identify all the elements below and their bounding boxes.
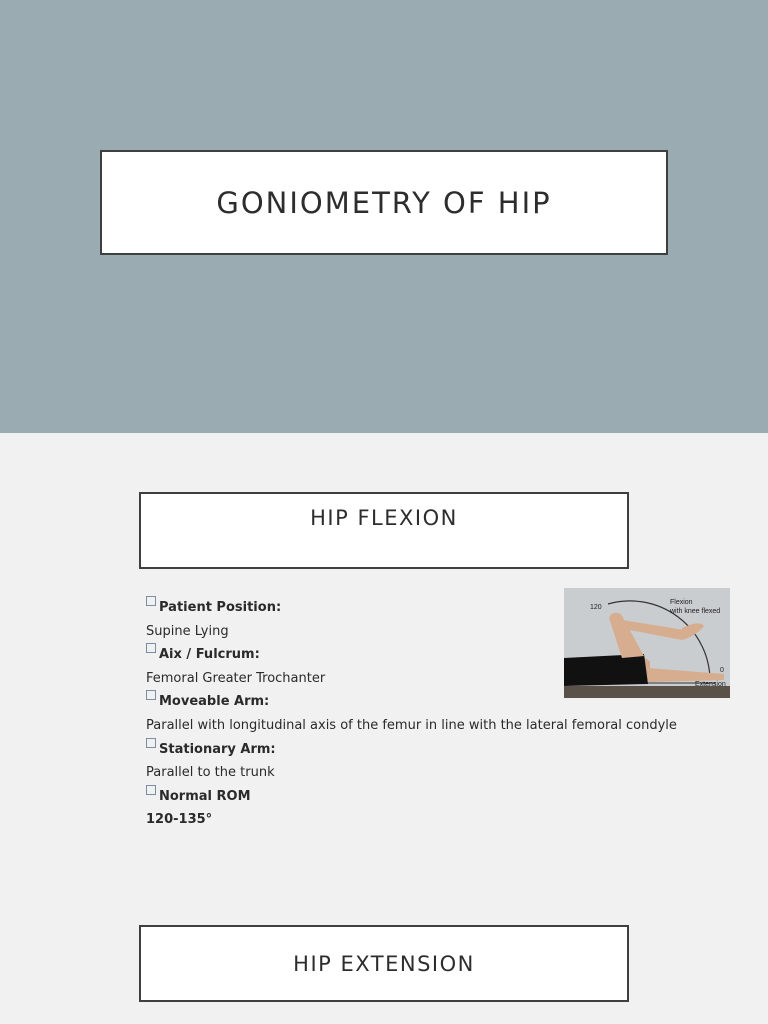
checkbox-bullet-icon	[146, 738, 156, 748]
slide-title: GONIOMETRY OF HIP	[216, 185, 552, 220]
shorts-shape	[564, 654, 648, 686]
list-item-label: Patient Position:	[146, 596, 746, 620]
title-slide	[0, 0, 768, 433]
list-item-value: Parallel to the trunk	[146, 765, 275, 781]
content-slide	[0, 433, 768, 1024]
section-header-hip-flexion	[139, 492, 629, 569]
list-item-label: Stationary Arm:	[146, 738, 746, 762]
checkbox-bullet-icon	[146, 690, 156, 700]
list-item-value: 120-135°	[146, 812, 213, 828]
label-extension: Extension	[695, 681, 726, 688]
hip-flexion-figure	[564, 588, 730, 698]
list-item-label: Normal ROM	[146, 785, 746, 809]
checkbox-bullet-icon	[146, 785, 156, 795]
section-header-hip-extension	[139, 925, 629, 1002]
label-knee-flexed: with knee flexed	[670, 608, 721, 615]
list-item-value: Supine Lying	[146, 623, 229, 639]
label-0: 0	[720, 667, 724, 674]
checkbox-bullet-icon	[146, 643, 156, 653]
list-item-value: Femoral Greater Trochanter	[146, 670, 326, 686]
title-box	[100, 150, 668, 255]
checkbox-bullet-icon	[146, 596, 156, 606]
list-item-label: Aix / Fulcrum:	[146, 643, 746, 667]
label-120: 120	[590, 604, 602, 611]
label-flexion: Flexion	[670, 599, 693, 606]
section-title: HIP EXTENSION	[293, 951, 475, 976]
list-item-value: Parallel with longitudinal axis of the femur in line with the lateral femoral condyle	[146, 717, 677, 733]
list-item-label: Moveable Arm:	[146, 690, 746, 714]
section-title: HIP FLEXION	[310, 506, 458, 530]
